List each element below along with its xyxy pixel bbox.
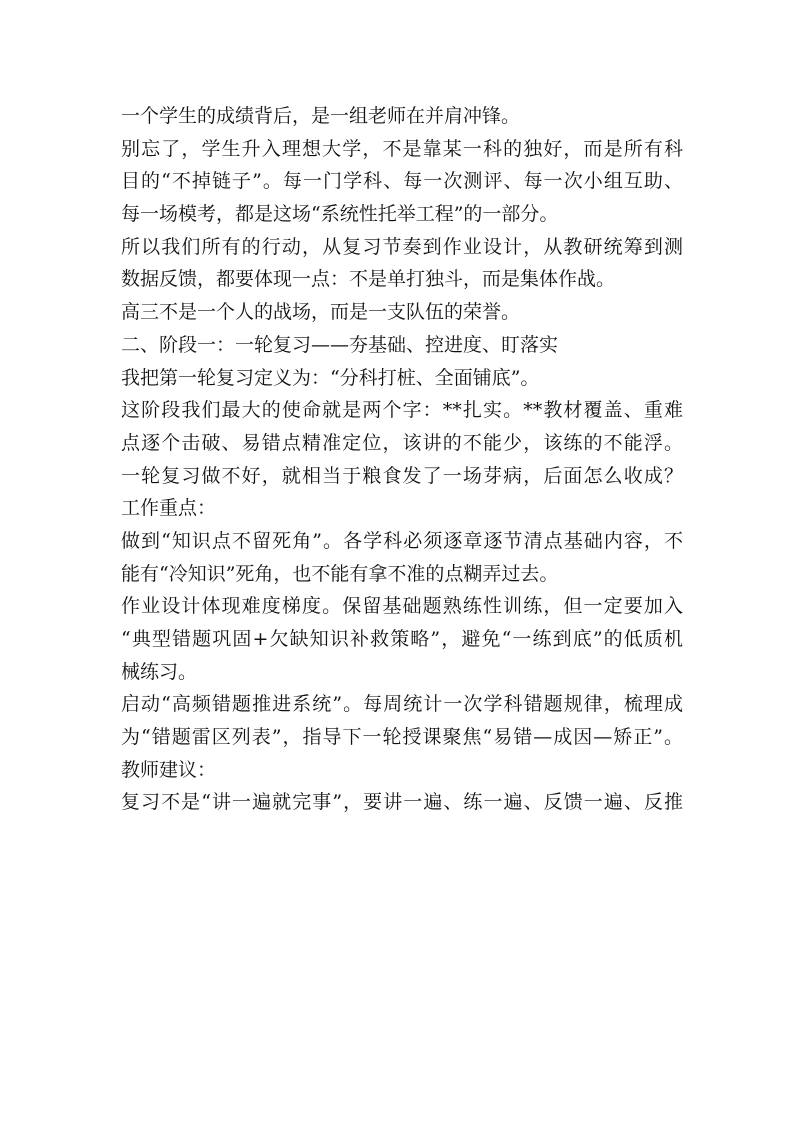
text-line: 目的“不掉链子”。每一门学科、每一次测评、每一次小组互助、	[121, 170, 683, 193]
text-line: 作业设计体现难度梯度。保留基础题熟练性训练，但一定要加入	[121, 595, 683, 618]
text-line: 点逐个击破、易错点精准定位，该讲的不能少，该练的不能浮。	[121, 431, 683, 454]
text-line: 别忘了，学生升入理想大学，不是靠某一科的独好，而是所有科	[121, 137, 683, 160]
text-line: 每一场模考，都是这场“系统性托举工程”的一部分。	[121, 203, 559, 226]
text-line: 做到“知识点不留死角”。各学科必须逐章逐节清点基础内容，不	[121, 529, 683, 552]
section-heading: 二、阶段一：一轮复习——夯基础、控进度、盯落实	[121, 333, 559, 356]
subheading: 工作重点：	[121, 497, 217, 520]
text-line: 一轮复习做不好，就相当于粮食发了一场芽病，后面怎么收成？	[121, 464, 683, 487]
text-line: 启动“高频错题推进系统”。每周统计一次学科错题规律，梳理成	[121, 693, 683, 716]
text-line: 能有“冷知识”死角，也不能有拿不准的点糊弄过去。	[121, 562, 559, 585]
text-line: 一个学生的成绩背后，是一组老师在并肩冲锋。	[121, 105, 521, 127]
subheading: 教师建议：	[121, 758, 217, 781]
text-line: 我把第一轮复习定义为：“分科打桩、全面铺底”。	[121, 366, 540, 389]
text-line: 这阶段我们最大的使命就是两个字：**扎实。**教材覆盖、重难	[121, 399, 683, 422]
document-body	[121, 100, 683, 819]
text-line: 为“错题雷区列表”，指导下一轮授课聚焦“易错—成因—矫正”。	[121, 726, 683, 749]
text-line: 高三不是一个人的战场，而是一支队伍的荣誉。	[121, 301, 521, 324]
text-line: 数据反馈，都要体现一点：不是单打独斗，而是集体作战。	[121, 268, 616, 291]
text-line: 所以我们所有的行动，从复习节奏到作业设计，从教研统筹到测	[121, 235, 683, 258]
text-line: 复习不是“讲一遍就完事”，要讲一遍、练一遍、反馈一遍、反推	[121, 791, 683, 814]
text-line: 械练习。	[121, 660, 198, 683]
text-line: “典型错题巩固+欠缺知识补救策略”，避免“一练到底”的低质机	[121, 628, 683, 650]
